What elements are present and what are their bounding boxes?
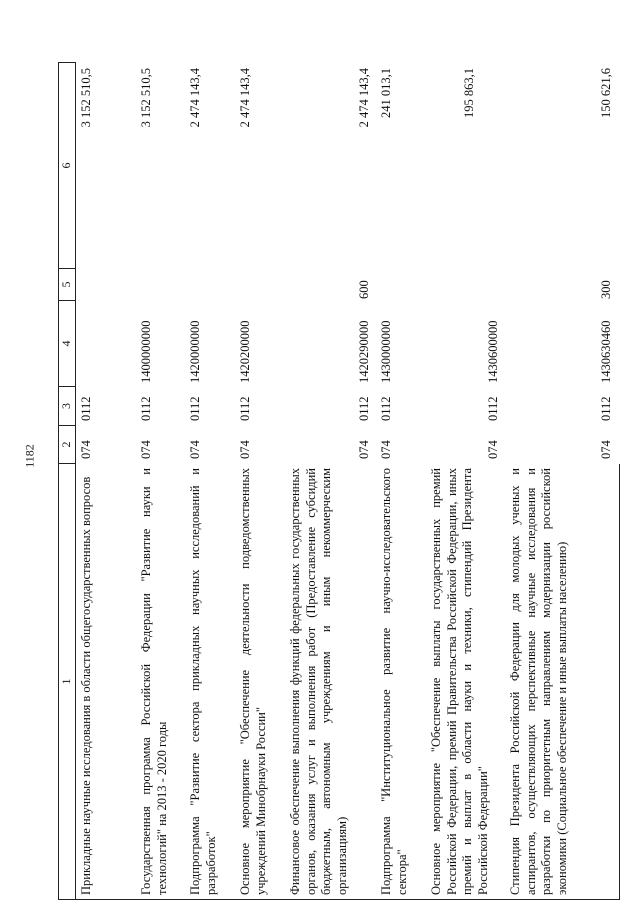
- row-name: Финансовое обеспечение выполнения функций федеральных государственных органов, оказания услуг и выполнения работ (Предоставление субсидий бюджетным, автономным учреждениям и иным некоммерческим организациям): [285, 464, 376, 900]
- cell-sum: 241 013,1: [379, 68, 393, 118]
- row-name: Основное мероприятие "Обеспечение деятельности подведомственных учреждений Минобрнауки России": [235, 464, 285, 900]
- cell-razdel: 0112: [188, 396, 202, 421]
- column-header: 4: [58, 301, 76, 387]
- cell-csr: 1430600000: [485, 320, 500, 383]
- cell-razdel: 0112: [238, 396, 252, 421]
- cell-csr: 1430000000: [379, 320, 393, 383]
- cell-ved: 074: [356, 440, 371, 459]
- cell-razdel: 0112: [356, 396, 371, 421]
- cell-csr: 1420290000: [356, 320, 371, 383]
- budget-table: [58, 62, 620, 900]
- cell-razdel: 0112: [598, 396, 613, 421]
- cell-sum: 2 474 143,4: [188, 68, 202, 128]
- cell-ved: 074: [79, 440, 93, 459]
- cell-ved: 074: [238, 440, 252, 459]
- cell-csr: 1400000000: [139, 320, 153, 383]
- row-name: Прикладные научные исследования в области общегосударственных вопросов: [76, 464, 136, 900]
- column-header: 2: [58, 426, 76, 464]
- cell-razdel: 0112: [79, 396, 93, 421]
- column-header: 1: [58, 464, 76, 900]
- page-number: 1182: [22, 444, 37, 468]
- row-name: Основное мероприятие "Обеспечение выплаты государственных премий Российской Федерации, премий Правительства Российской Федерации, иных премий и выплат в области науки и техники, стипендий Президента Российской Федерации": [426, 464, 505, 900]
- cell-sum: 3 152 510,5: [79, 68, 93, 128]
- cell-ved: 074: [379, 440, 393, 459]
- cell-ved: 074: [598, 440, 613, 459]
- cell-ved: 074: [139, 440, 153, 459]
- budget-table-sheet: [58, 62, 620, 900]
- column-header: 5: [58, 269, 76, 301]
- column-header: 6: [58, 62, 76, 269]
- cell-csr: 1420000000: [188, 320, 202, 383]
- cell-csr: 1430630460: [598, 320, 613, 383]
- cell-vr: [136, 269, 185, 301]
- row-name: Подпрограмма "Институциональное развитие научно-исследовательского сектора": [376, 464, 426, 900]
- cell-vr: [76, 269, 136, 301]
- cell-razdel: 0112: [485, 396, 500, 421]
- cell-vr: [498, 269, 505, 301]
- column-header: 3: [58, 387, 76, 426]
- cell-vr: [376, 269, 426, 301]
- row-name: Государственная программа Российской Федерации "Развитие науки и технологий" на 2013 - 2020 годы: [136, 464, 185, 900]
- row-name: Подпрограмма "Развитие сектора прикладных научных исследований и разработок": [185, 464, 235, 900]
- cell-csr: [76, 301, 136, 387]
- cell-vr: 600: [356, 280, 371, 299]
- cell-vr: [185, 269, 235, 301]
- cell-vr: 300: [598, 280, 613, 299]
- cell-razdel: 0112: [379, 396, 393, 421]
- cell-razdel: 0112: [139, 396, 153, 421]
- cell-sum: 195 863,1: [462, 68, 476, 118]
- row-name: Стипендия Президента Российской Федерации для молодых ученых и аспирантов, осуществляющих перспективные научные исследования и разработки по приоритетным направлениям модернизации российской экономики (Социальное обеспечение и иные выплаты населению): [505, 464, 620, 900]
- cell-ved: 074: [485, 440, 500, 459]
- cell-csr: 1420200000: [238, 320, 252, 383]
- cell-sum: 150 621,6: [598, 68, 613, 118]
- cell-ved: 074: [188, 440, 202, 459]
- cell-sum: 2 474 143,4: [356, 68, 371, 128]
- cell-sum: 3 152 510,5: [139, 68, 153, 128]
- cell-vr: [235, 269, 285, 301]
- cell-sum: 2 474 143,4: [238, 68, 252, 128]
